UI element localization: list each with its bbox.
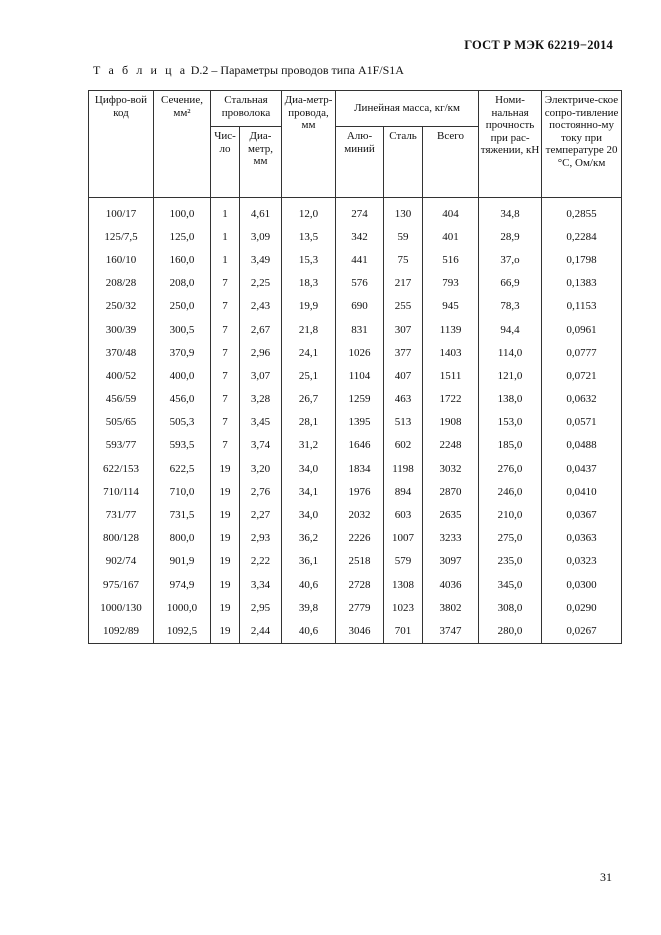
cell-code: 1092/89	[89, 619, 154, 643]
cell-steel-diameter: 2,93	[240, 527, 282, 550]
cell-steel-diameter: 3,34	[240, 573, 282, 596]
cell-wire-diameter: 18,3	[282, 272, 336, 295]
cell-steel-diameter: 3,45	[240, 411, 282, 434]
cell-code: 975/167	[89, 573, 154, 596]
cell-code: 160/10	[89, 248, 154, 271]
cell-code: 800/128	[89, 527, 154, 550]
cell-wire-diameter: 40,6	[282, 619, 336, 643]
cell-code: 400/52	[89, 364, 154, 387]
cell-mass-total: 1403	[423, 341, 479, 364]
col-header-linear-mass: Линейная масса, кг/км	[336, 91, 479, 127]
cell-strength: 94,4	[479, 318, 542, 341]
cell-mass-aluminium: 2728	[336, 573, 384, 596]
cell-mass-steel: 1007	[384, 527, 423, 550]
table-row	[89, 527, 622, 550]
cell-wire-diameter: 31,2	[282, 434, 336, 457]
col-header-section: Сечение, мм²	[154, 91, 211, 198]
cell-resistance: 0,0721	[542, 364, 622, 387]
cell-mass-steel: 59	[384, 225, 423, 248]
cell-section: 710,0	[154, 480, 211, 503]
cell-resistance: 0,0267	[542, 619, 622, 643]
table-row	[89, 596, 622, 619]
cell-steel-count: 1	[211, 198, 240, 226]
cell-steel-count: 7	[211, 388, 240, 411]
cell-mass-total: 945	[423, 295, 479, 318]
cell-section: 593,5	[154, 434, 211, 457]
cell-strength: 235,0	[479, 550, 542, 573]
table-caption	[93, 63, 404, 78]
cell-wire-diameter: 34,0	[282, 503, 336, 526]
cell-steel-count: 1	[211, 248, 240, 271]
cell-resistance: 0,0363	[542, 527, 622, 550]
cell-mass-steel: 255	[384, 295, 423, 318]
cell-mass-aluminium: 1976	[336, 480, 384, 503]
cell-resistance: 0,0777	[542, 341, 622, 364]
cell-section: 456,0	[154, 388, 211, 411]
table-row	[89, 248, 622, 271]
cell-mass-steel: 75	[384, 248, 423, 271]
cell-mass-aluminium: 1104	[336, 364, 384, 387]
cell-wire-diameter: 34,0	[282, 457, 336, 480]
table-row	[89, 434, 622, 457]
col-header-steel-diameter: Диа-метр, мм	[240, 127, 282, 198]
cell-steel-diameter: 4,61	[240, 198, 282, 226]
cell-code: 370/48	[89, 341, 154, 364]
cell-wire-diameter: 15,3	[282, 248, 336, 271]
col-header-strength: Номи-нальная прочность при рас-тяжении, кН	[479, 91, 542, 198]
cell-strength: 185,0	[479, 434, 542, 457]
cell-section: 1000,0	[154, 596, 211, 619]
table-row	[89, 364, 622, 387]
cell-steel-count: 19	[211, 573, 240, 596]
cell-code: 622/153	[89, 457, 154, 480]
cell-mass-total: 4036	[423, 573, 479, 596]
cell-wire-diameter: 12,0	[282, 198, 336, 226]
cell-mass-total: 3233	[423, 527, 479, 550]
cell-steel-count: 19	[211, 480, 240, 503]
cell-section: 208,0	[154, 272, 211, 295]
cell-section: 505,3	[154, 411, 211, 434]
cell-strength: 153,0	[479, 411, 542, 434]
cell-mass-aluminium: 1259	[336, 388, 384, 411]
table-row	[89, 341, 622, 364]
cell-steel-count: 19	[211, 550, 240, 573]
cell-strength: 276,0	[479, 457, 542, 480]
cell-steel-count: 19	[211, 457, 240, 480]
cell-steel-diameter: 2,76	[240, 480, 282, 503]
cell-mass-aluminium: 2518	[336, 550, 384, 573]
cell-mass-total: 3032	[423, 457, 479, 480]
cell-mass-steel: 1308	[384, 573, 423, 596]
table-row	[89, 411, 622, 434]
cell-mass-steel: 130	[384, 198, 423, 226]
cell-steel-diameter: 2,44	[240, 619, 282, 643]
cell-steel-count: 7	[211, 295, 240, 318]
cell-resistance: 0,0961	[542, 318, 622, 341]
cell-steel-count: 7	[211, 272, 240, 295]
cell-steel-diameter: 3,07	[240, 364, 282, 387]
cell-mass-aluminium: 2226	[336, 527, 384, 550]
cell-mass-steel: 377	[384, 341, 423, 364]
cell-resistance: 0,1153	[542, 295, 622, 318]
cell-mass-steel: 603	[384, 503, 423, 526]
cell-strength: 66,9	[479, 272, 542, 295]
cell-wire-diameter: 13,5	[282, 225, 336, 248]
cell-resistance: 0,0300	[542, 573, 622, 596]
cell-section: 974,9	[154, 573, 211, 596]
cell-code: 456/59	[89, 388, 154, 411]
table-row	[89, 480, 622, 503]
cell-resistance: 0,0571	[542, 411, 622, 434]
table-row	[89, 550, 622, 573]
cell-strength: 308,0	[479, 596, 542, 619]
cell-resistance: 0,0323	[542, 550, 622, 573]
cell-mass-aluminium: 1026	[336, 341, 384, 364]
cell-steel-count: 7	[211, 318, 240, 341]
cell-wire-diameter: 36,2	[282, 527, 336, 550]
caption-prefix: Т а б л и ц а	[93, 63, 188, 77]
cell-steel-count: 19	[211, 503, 240, 526]
cell-section: 731,5	[154, 503, 211, 526]
cell-strength: 210,0	[479, 503, 542, 526]
cell-strength: 121,0	[479, 364, 542, 387]
cell-mass-steel: 463	[384, 388, 423, 411]
cell-code: 125/7,5	[89, 225, 154, 248]
cell-steel-diameter: 3,49	[240, 248, 282, 271]
col-header-steel-count: Чис-ло	[211, 127, 240, 198]
cell-section: 1092,5	[154, 619, 211, 643]
cell-strength: 28,9	[479, 225, 542, 248]
cell-wire-diameter: 40,6	[282, 573, 336, 596]
cell-code: 593/77	[89, 434, 154, 457]
cell-steel-count: 1	[211, 225, 240, 248]
cell-mass-total: 2248	[423, 434, 479, 457]
cell-strength: 246,0	[479, 480, 542, 503]
cell-mass-steel: 701	[384, 619, 423, 643]
cell-steel-diameter: 2,43	[240, 295, 282, 318]
cell-strength: 138,0	[479, 388, 542, 411]
cell-mass-aluminium: 2032	[336, 503, 384, 526]
table-row	[89, 503, 622, 526]
cell-wire-diameter: 39,8	[282, 596, 336, 619]
cell-steel-diameter: 2,22	[240, 550, 282, 573]
col-header-wire-diameter: Диа-метр-провода, мм	[282, 91, 336, 198]
table-row	[89, 272, 622, 295]
cell-wire-diameter: 26,7	[282, 388, 336, 411]
cell-steel-diameter: 2,95	[240, 596, 282, 619]
cell-mass-aluminium: 1395	[336, 411, 384, 434]
table-row	[89, 457, 622, 480]
cell-mass-total: 793	[423, 272, 479, 295]
caption-text: D.2 – Параметры проводов типа A1F/S1A	[190, 63, 404, 77]
cell-resistance: 0,2284	[542, 225, 622, 248]
cell-mass-aluminium: 441	[336, 248, 384, 271]
cell-wire-diameter: 36,1	[282, 550, 336, 573]
cell-resistance: 0,0437	[542, 457, 622, 480]
cell-strength: 345,0	[479, 573, 542, 596]
wire-parameters-table	[88, 90, 622, 644]
cell-mass-total: 1139	[423, 318, 479, 341]
cell-section: 901,9	[154, 550, 211, 573]
cell-wire-diameter: 24,1	[282, 341, 336, 364]
cell-resistance: 0,0488	[542, 434, 622, 457]
table-row	[89, 295, 622, 318]
cell-section: 622,5	[154, 457, 211, 480]
cell-steel-diameter: 2,96	[240, 341, 282, 364]
cell-wire-diameter: 34,1	[282, 480, 336, 503]
cell-wire-diameter: 21,8	[282, 318, 336, 341]
cell-mass-total: 2635	[423, 503, 479, 526]
cell-code: 710/114	[89, 480, 154, 503]
cell-mass-aluminium: 831	[336, 318, 384, 341]
col-header-mass-steel: Сталь	[384, 127, 423, 198]
cell-steel-diameter: 3,09	[240, 225, 282, 248]
cell-strength: 78,3	[479, 295, 542, 318]
cell-code: 250/32	[89, 295, 154, 318]
cell-steel-count: 7	[211, 364, 240, 387]
col-header-mass-total: Всего	[423, 127, 479, 198]
cell-code: 505/65	[89, 411, 154, 434]
cell-strength: 37,о	[479, 248, 542, 271]
table-row	[89, 318, 622, 341]
cell-section: 370,9	[154, 341, 211, 364]
cell-mass-steel: 217	[384, 272, 423, 295]
cell-mass-total: 516	[423, 248, 479, 271]
cell-steel-count: 7	[211, 434, 240, 457]
cell-section: 300,5	[154, 318, 211, 341]
cell-code: 300/39	[89, 318, 154, 341]
cell-code: 902/74	[89, 550, 154, 573]
cell-steel-count: 19	[211, 619, 240, 643]
cell-mass-steel: 579	[384, 550, 423, 573]
cell-mass-total: 1908	[423, 411, 479, 434]
col-header-resistance: Электриче-ское сопро-тивление постоянно-му току при температуре 20 °С, Ом/км	[542, 91, 622, 198]
cell-mass-aluminium: 2779	[336, 596, 384, 619]
cell-resistance: 0,0290	[542, 596, 622, 619]
cell-mass-steel: 1023	[384, 596, 423, 619]
cell-mass-steel: 307	[384, 318, 423, 341]
cell-wire-diameter: 28,1	[282, 411, 336, 434]
standard-header: ГОСТ Р МЭК 62219−2014	[464, 38, 613, 52]
cell-resistance: 0,1383	[542, 272, 622, 295]
cell-steel-count: 19	[211, 527, 240, 550]
cell-wire-diameter: 19,9	[282, 295, 336, 318]
cell-code: 208/28	[89, 272, 154, 295]
cell-resistance: 0,0367	[542, 503, 622, 526]
cell-steel-diameter: 3,20	[240, 457, 282, 480]
cell-mass-steel: 513	[384, 411, 423, 434]
table-row	[89, 198, 622, 226]
cell-mass-aluminium: 274	[336, 198, 384, 226]
cell-mass-total: 2870	[423, 480, 479, 503]
cell-resistance: 0,0410	[542, 480, 622, 503]
cell-resistance: 0,1798	[542, 248, 622, 271]
cell-mass-aluminium: 690	[336, 295, 384, 318]
cell-steel-diameter: 3,28	[240, 388, 282, 411]
cell-section: 100,0	[154, 198, 211, 226]
cell-strength: 280,0	[479, 619, 542, 643]
cell-mass-aluminium: 1646	[336, 434, 384, 457]
cell-section: 800,0	[154, 527, 211, 550]
cell-code: 100/17	[89, 198, 154, 226]
cell-steel-diameter: 2,25	[240, 272, 282, 295]
cell-mass-aluminium: 3046	[336, 619, 384, 643]
cell-mass-aluminium: 342	[336, 225, 384, 248]
cell-section: 125,0	[154, 225, 211, 248]
cell-mass-steel: 1198	[384, 457, 423, 480]
cell-mass-aluminium: 576	[336, 272, 384, 295]
cell-mass-total: 3747	[423, 619, 479, 643]
cell-section: 400,0	[154, 364, 211, 387]
cell-mass-total: 3802	[423, 596, 479, 619]
cell-steel-count: 7	[211, 341, 240, 364]
cell-mass-total: 3097	[423, 550, 479, 573]
cell-code: 1000/130	[89, 596, 154, 619]
table-row	[89, 225, 622, 248]
cell-mass-total: 1511	[423, 364, 479, 387]
cell-section: 250,0	[154, 295, 211, 318]
cell-steel-diameter: 3,74	[240, 434, 282, 457]
cell-steel-count: 7	[211, 411, 240, 434]
table-row	[89, 573, 622, 596]
page-number: 31	[600, 870, 612, 884]
cell-resistance: 0,2855	[542, 198, 622, 226]
cell-strength: 114,0	[479, 341, 542, 364]
cell-mass-total: 404	[423, 198, 479, 226]
cell-mass-steel: 894	[384, 480, 423, 503]
table-row	[89, 619, 622, 643]
col-header-steel-wire: Стальная проволока	[211, 91, 282, 127]
cell-resistance: 0,0632	[542, 388, 622, 411]
cell-mass-total: 401	[423, 225, 479, 248]
cell-strength: 34,8	[479, 198, 542, 226]
cell-steel-diameter: 2,67	[240, 318, 282, 341]
col-header-code: Цифро-вой код	[89, 91, 154, 198]
cell-steel-diameter: 2,27	[240, 503, 282, 526]
cell-steel-count: 19	[211, 596, 240, 619]
cell-wire-diameter: 25,1	[282, 364, 336, 387]
col-header-mass-aluminium: Алю-миний	[336, 127, 384, 198]
cell-code: 731/77	[89, 503, 154, 526]
cell-section: 160,0	[154, 248, 211, 271]
table-row	[89, 388, 622, 411]
cell-mass-steel: 407	[384, 364, 423, 387]
cell-mass-steel: 602	[384, 434, 423, 457]
cell-mass-aluminium: 1834	[336, 457, 384, 480]
cell-strength: 275,0	[479, 527, 542, 550]
cell-mass-total: 1722	[423, 388, 479, 411]
